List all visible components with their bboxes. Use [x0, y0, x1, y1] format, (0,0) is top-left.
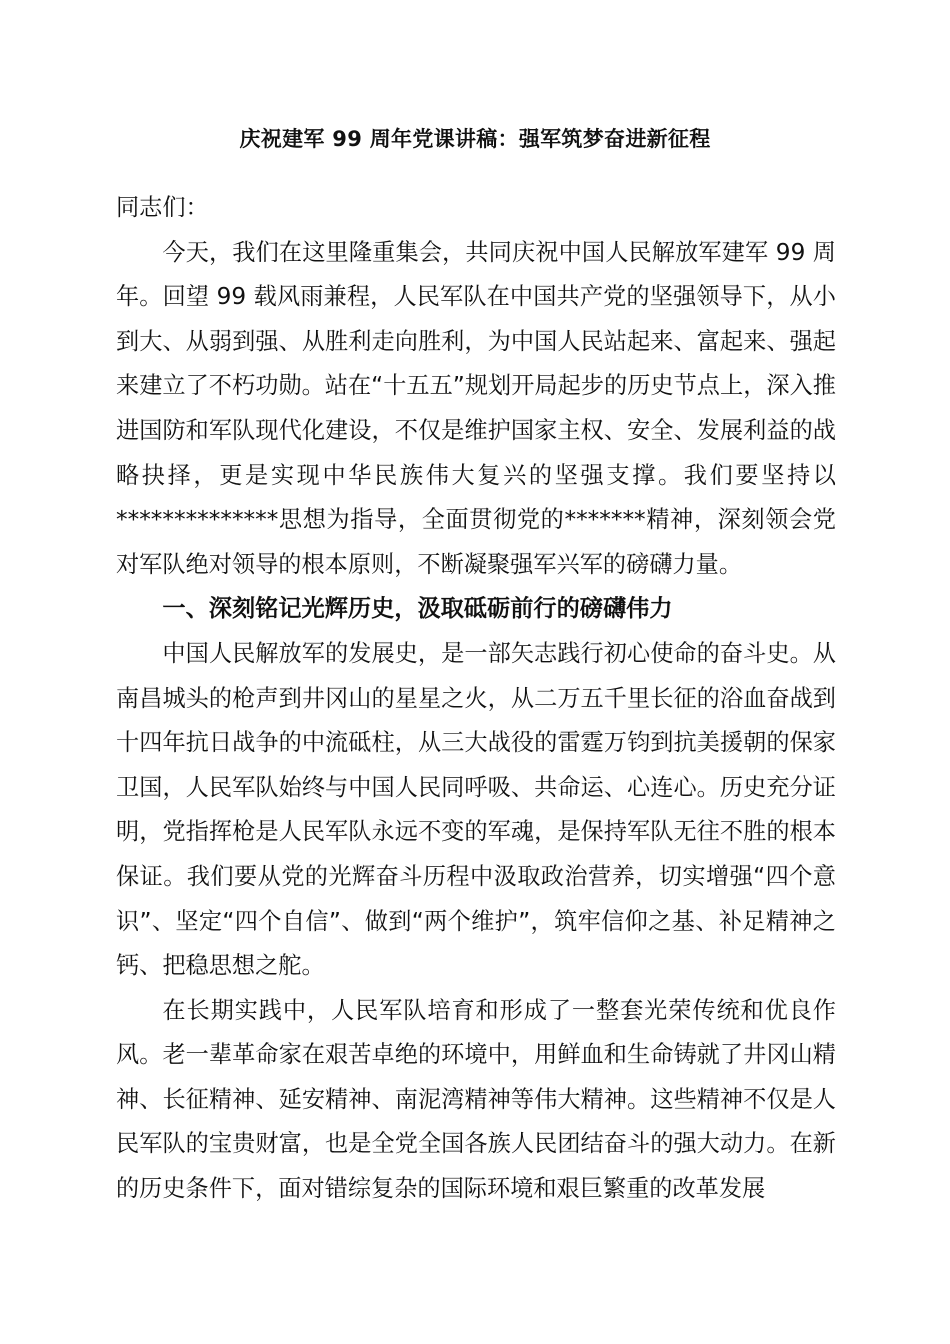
document-title: 庆祝建军 99 周年党课讲稿：强军筑梦奋进新征程	[239, 127, 711, 151]
paragraph-traditions: 在长期实践中，人民军队培育和形成了一整套光荣传统和优良作风。老一辈革命家在艰苦卓绝的环境中，用鲜血和生命铸就了井冈山精神、长征精神、延安精神、南泥湾精神等伟大精神。这些精神不仅是人民军队的宝贵财富，也是全党全国各族人民团结奋斗的强大动力。在新的历史条件下，面对错综复杂的国际环境和艰巨繁重的改革发展	[116, 996, 836, 1203]
document-body	[116, 186, 836, 1212]
section-heading-1: 一、深刻铭记光辉历史，汲取砥砺前行的磅礴伟力	[162, 595, 673, 623]
paragraph-history: 中国人民解放军的发展史，是一部矢志践行初心使命的奋斗史。从南昌城头的枪声到井冈山的星星之火，从二万五千里长征的浴血奋战到十四年抗日战争的中流砥柱，从三大战役的雷霆万钧到抗美援朝的保家卫国，人民军队始终与中国人民同呼吸、共命运、心连心。历史充分证明，党指挥枪是人民军队永远不变的军魂，是保持军队无往不胜的根本保证。我们要从党的光辉奋斗历程中汲取政治营养，切实增强“四个意识”、坚定“四个自信”、做到“两个维护”，筑牢信仰之基、补足精神之钙、把稳思想之舵。	[116, 639, 836, 980]
paragraph-intro: 今天，我们在这里隆重集会，共同庆祝中国人民解放军建军 99 周年。回望 99 载风雨兼程，人民军队在中国共产党的坚强领导下，从小到大、从弱到强、从胜利走向胜利，为中国人民站起来、富起来、强起来建立了不朽功勋。站在“十五五”规划开局起步的历史节点上，深入推进国防和军队现代化建设，不仅是维护国家主权、安全、发展利益的战略抉择，更是实现中华民族伟大复兴的坚强支撑。我们要坚持以**************思想为指导，全面贯彻党的*******精神，深刻领会党对军队绝对领导的根本原则，不断凝聚强军兴军的磅礴力量。	[116, 238, 836, 578]
salutation: 同志们：	[116, 194, 209, 221]
